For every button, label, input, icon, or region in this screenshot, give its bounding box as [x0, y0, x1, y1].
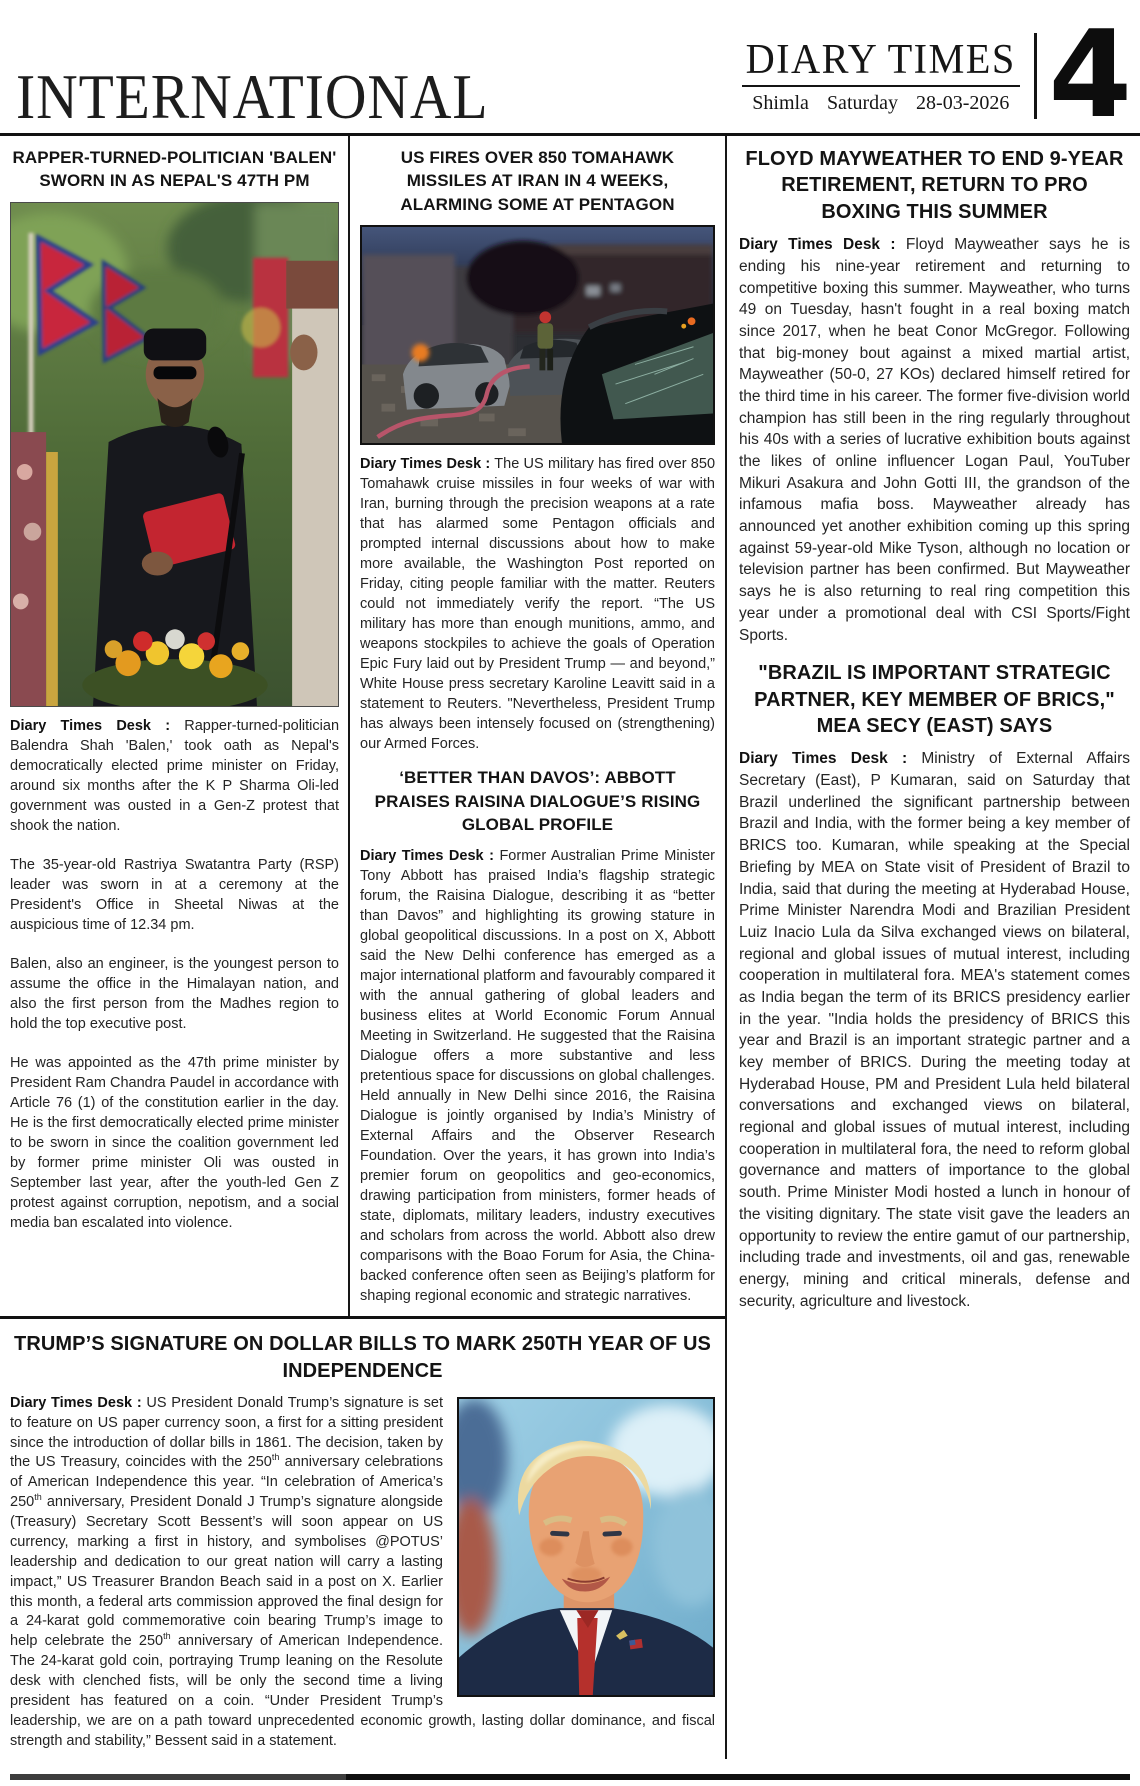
article-body — [360, 454, 715, 754]
article-paragraph: Diary Times Desk : Floyd Mayweather says he is ending his nine-year retirement and returning to competitive boxing this summer. Mayweather, who turns 49 on Tuesday, hasn't fought in a real boxing match since 2017, when he beat Conor McGregor. Following that big-money bout against a mixed martial artist, Mayweather (50-0, 27 KOs) declared himself retired for the third time in his career. The former five-division world champion has still been in the ring regularly throughout his 40s with a series of lucrative exhibition bouts against the likes of online influencer Logan Paul, YouTuber Mikuri Asakura and John Gotti III, the grandson of the infamous mafia boss. Mayweather already has announced yet another exhibition coming up this spring against 59-year-old Mike Tyson, although no location or television partner has been confirmed. But Mayweather says he is also returning to real ring competition this year under a promotional deal with CSI Sports/Fight Sports. — [739, 236, 1130, 644]
article-brics — [739, 660, 1130, 1312]
article-paragraph: He was appointed as the 47th prime minister by President Ram Chandra Paudel in accordance with Article 76 (1) of the constitution earlier in the day. He is the first democratically elected prime minister to be sworn in since the coalition government led by former prime minister Oli was ousted in September last year, after the youth-led Gen Z protest against corruption, nepotism, and a social media ban escalated into violence. — [10, 1054, 339, 1231]
nepal-oath-photo — [10, 202, 339, 707]
article-headline: FLOYD MAYWEATHER TO END 9-YEAR RETIREMENT, RETURN TO PRO BOXING THIS SUMMER — [745, 148, 1124, 223]
article-body — [360, 846, 715, 1306]
article-headline: TRUMP’S SIGNATURE ON DOLLAR BILLS TO MARK 250TH YEAR OF US INDEPENDENCE — [14, 1332, 711, 1383]
article-paragraph: Diary Times Desk : Rapper-turned-politician Balendra Shah 'Balen,' took oath as Nepal's democratically elected prime minister on Friday, around six months after the K P Sharma Oli-led government was ousted in a Gen-Z protest that shook the nation. — [10, 717, 340, 834]
iran-photo-illustration — [362, 227, 713, 443]
article-paragraph: The 35-year-old Rastriya Swatantra Party (RSP) leader was sworn in at a ceremony at the President's Office in Sheetal Niwas at the auspicious time of 12.34 pm. — [10, 856, 339, 933]
article-nepal-pm — [0, 136, 350, 1316]
article-paragraph: Diary Times Desk : Former Australian Prime Minister Tony Abbott has praised India’s flagship strategic forum, the Raisina Dialogue, describing it as “better than Davos” and highlighting its growing stature in global geopolitical discussions. In a post on X, Abbott said the New Delhi conference has emerged as a major international platform and favourably compared it with the annual gathering of global leaders and business elites at World Economic Forum Annual Meeting in Switzerland. He suggested that the Raisina Dialogue offers a more substantive and less pretentious space for discussions on global challenges. Held annually in New Delhi since 2016, the Raisina Dialogue is jointly organised by India’s Ministry of External Affairs and the Observer Research Foundation. Over the years, it has grown into India’s premier forum on geopolitics and geo-economics, drawing participation from ministers, former heads of state, diplomats, military leaders, industry executives and scholars from across the world. Abbott also drew comparisons with the Boao Forum for Asia, the China-backed conference often seen as Beijing’s platform for shaping regional economic and strategic narratives. — [360, 847, 715, 1304]
bottom-rule — [10, 1774, 1130, 1780]
article-body — [10, 716, 339, 1233]
masthead-block — [740, 6, 1128, 146]
article-headline: US FIRES OVER 850 TOMAHAWK MISSILES AT IRAN IN 4 WEEKS, ALARMING SOME AT PENTAGON — [400, 148, 675, 214]
right-column — [727, 136, 1140, 1759]
dateline — [740, 92, 1021, 115]
page-number: 4 — [1048, 6, 1128, 146]
article-paragraph: Diary Times Desk : Ministry of External Affairs Secretary (East), P Kumaran, said on Saturday that Brazil underlined the significant partnership between Brazil and India, with the former being a key member of BRICS too. Kumaran, while speaking at the Special Briefing by MEA on State visit of President of Brazil to India, said that during the meeting at Hyderabad House, Prime Minister Narendra Modi and Brazilian President Luiz Inacio Lula da Silva exchanged views on bilateral, regional and global issues of mutual interest, including cooperation in multilateral fora. MEA's statement comes as India began the term of its BRICS presidency earlier in the year. "India holds the presidency of BRICS this year and Brazil is an important strategic partner and a key member of BRICS. During the meeting today at Hyderabad House, PM and President Lula held bilateral conversations and exchanged views on bilateral, regional and global issues of mutual interest, including cooperation in multilateral fora, the need to reform global governance and matters of importance to the global south. Prime Minister Modi hosted a lunch in honour of the visiting dignitary. The state visit gave the leaders an opportunity to review the entire gamut of our partnership, including trade and investments, oil and gas, renewable energy, mining and critical minerals, defense and security, agriculture and livestock. — [739, 750, 1130, 1310]
masthead-rule — [742, 85, 1019, 87]
article-raisina — [360, 766, 715, 1305]
article-headline: "BRAZIL IS IMPORTANT STRATEGIC PARTNER, KEY MEMBER OF BRICS," MEA SECY (EAST) SAYS — [754, 662, 1115, 738]
newspaper-name: DIARY TIMES — [745, 36, 1016, 83]
article-tomahawk — [360, 146, 715, 754]
page-content — [0, 133, 1140, 1759]
masthead — [740, 38, 1021, 115]
section-title: INTERNATIONAL — [16, 61, 489, 132]
article-paragraph: Diary Times Desk : The US military has fired over 850 Tomahawk cruise missiles in four weeks of war with Iran, burning through the precision weapons at a rate that has alarmed some Pentagon officials and prompted internal discussions about how to make more available, the Washington Post reported on Friday, citing people familiar with the matter. Reuters could not immediately verify the report. “The US military has more than enough munitions, ammo, and weapons stockpiles to achieve the goals of Operation Epic Fury laid out by President Trump — and beyond,” White House press secretary Karoline Leavitt said in a statement to Reuters. "Nevertheless, President Trump has always been intensely focused on (strengthening) our Armed Forces. — [360, 456, 716, 753]
trump-portrait-photo — [457, 1397, 715, 1697]
article-trump-dollar — [0, 1316, 725, 1760]
article-body — [739, 234, 1130, 646]
dateline-date: 28-03-2026 — [916, 91, 1010, 114]
nepal-photo-illustration — [11, 203, 338, 706]
masthead-divider — [1034, 33, 1037, 119]
dateline-day: Saturday — [826, 91, 899, 114]
article-headline: ‘BETTER THAN DAVOS’: ABBOTT PRAISES RAISINA DIALOGUE’S RISING GLOBAL PROFILE — [374, 768, 701, 835]
upper-columns — [0, 136, 725, 1316]
article-paragraph: Balen, also an engineer, is the youngest person to assume the office in the Himalayan nation, and also the first person from the Madhes region to hold the top executive post. — [10, 955, 339, 1032]
article-body — [739, 748, 1130, 1312]
page-header — [0, 0, 1140, 146]
left-columns — [0, 136, 727, 1759]
article-mayweather — [739, 146, 1130, 646]
article-paragraph: Diary Times Desk : US President Donald Trump’s signature is set to feature on US paper currency soon, a first for a sitting president since the introduction of dollar bills in 1861. The decision, taken by the US Treasury, coincides with the 250th anniversary celebrations of American Independence this year. “In celebration of America’s 250th anniversary, President Donald J Trump’s signature alongside (Treasury) Secretary Scott Bessent’s will soon appear on US currency, marking a first in history, and symbolises @POTUS’ leadership and dedication to our great nation will carry a lasting impact,” US Treasurer Brandon Beach said in a post on X. Earlier this month, a federal arts commission approved the final design for a 24-karat gold commemorative coin bearing Trump’s image to help celebrate the 250th anniversary of American Independence. The 24-karat gold coin, portraying Trump leaning on the Resolute desk with clenched fists, will be only the second time a living president has featured on a coin. “Under President Trump’s leadership, we are on a path toward unprecedented economic growth, lasting dollar dominance, and fiscal strength and stability,” Bessent said in a statement. — [10, 1394, 715, 1749]
iran-strike-photo — [360, 225, 715, 445]
trump-photo-illustration — [459, 1399, 713, 1695]
article-headline: RAPPER-TURNED-POLITICIAN 'BALEN' SWORN IN AS NEPAL'S 47TH PM — [12, 148, 337, 191]
middle-column — [350, 136, 725, 1316]
dateline-place: Shimla — [752, 91, 809, 114]
article-body — [10, 1394, 715, 1751]
